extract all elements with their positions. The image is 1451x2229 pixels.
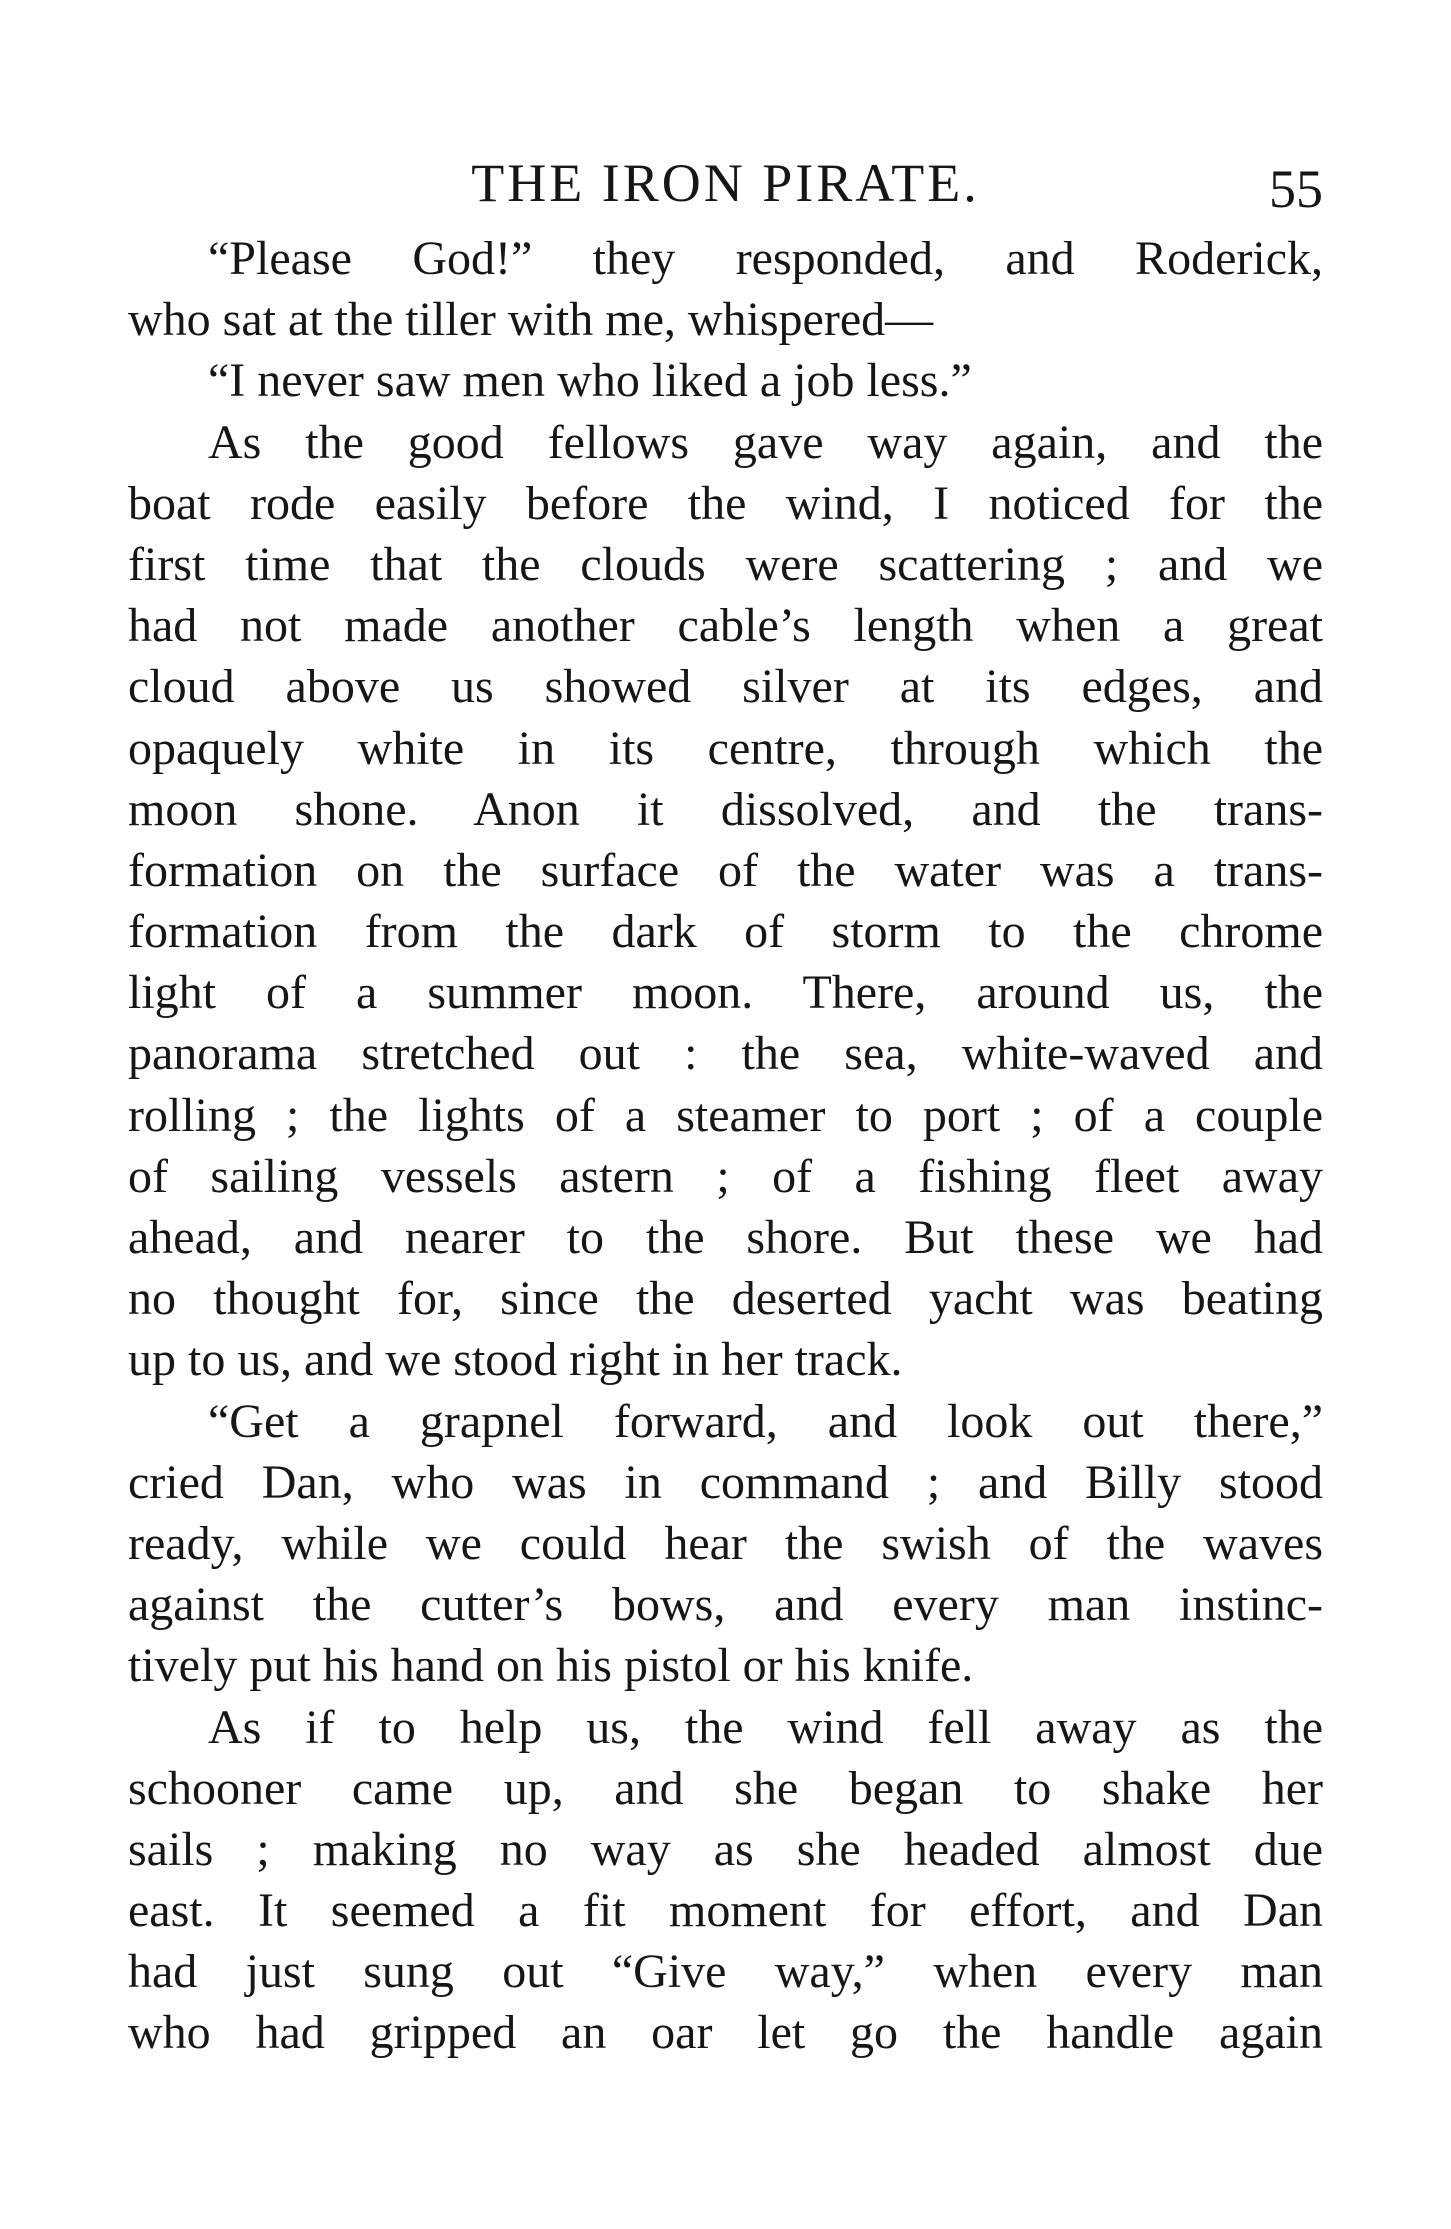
text-line: panorama stretched out : the sea, white-waved and [128, 1027, 1323, 1081]
text-line: “I never saw men who liked a job less.” [208, 354, 972, 408]
text-line: had just sung out “Give way,” when every man [128, 1945, 1323, 1999]
text-line: light of a summer moon. There, around us, the [128, 966, 1323, 1020]
text-line: who sat at the tiller with me, whispered— [128, 293, 934, 347]
text-line: schooner came up, and she began to shake her [128, 1761, 1323, 1815]
running-head [128, 148, 1323, 218]
text-line: of sailing vessels astern ; of a fishing fleet away [128, 1149, 1323, 1203]
text-line: formation on the surface of the water was a trans- [128, 843, 1323, 897]
body-text [128, 228, 1323, 2064]
text-line: rolling ; the lights of a steamer to port ; of a couple [128, 1088, 1323, 1142]
text-line: ahead, and nearer to the shore. But these we had [128, 1211, 1323, 1264]
text-line: “Get a grapnel forward, and look out there,” [208, 1394, 1323, 1448]
text-line: had not made another cable’s length when a great [128, 599, 1323, 653]
page-number: 55 [1269, 159, 1323, 219]
text-line: As if to help us, the wind fell away as the [208, 1700, 1323, 1754]
text-line: ready, while we could hear the swish of the waves [128, 1516, 1323, 1570]
text-line: formation from the dark of storm to the chrome [128, 905, 1323, 959]
text-line: cried Dan, who was in command ; and Billy stood [128, 1455, 1323, 1509]
text-line: boat rode easily before the wind, I noticed for the [128, 476, 1323, 530]
text-line: tively put his hand on his pistol or his knife. [128, 1639, 974, 1693]
text-line: “Please God!” they responded, and Roderick, [208, 232, 1323, 285]
text-line: east. It seemed a fit moment for effort, and Dan [128, 1884, 1323, 1938]
text-line: first time that the clouds were scattering ; and we [128, 537, 1323, 591]
text-line: who had gripped an oar let go the handle again [128, 2006, 1323, 2060]
running-title: THE IRON PIRATE. [471, 153, 980, 213]
text-line: up to us, and we stood right in her track. [128, 1333, 903, 1387]
text-line: against the cutter’s bows, and every man instinc- [128, 1578, 1323, 1632]
text-line: As the good fellows gave way again, and the [208, 415, 1323, 469]
text-line: opaquely white in its centre, through which the [128, 721, 1323, 775]
text-line: cloud above us showed silver at its edges, and [128, 660, 1323, 714]
text-line: moon shone. Anon it dissolved, and the trans- [128, 782, 1323, 836]
text-line: no thought for, since the deserted yacht was beating [128, 1272, 1323, 1326]
text-line: sails ; making no way as she headed almost due [128, 1822, 1323, 1876]
